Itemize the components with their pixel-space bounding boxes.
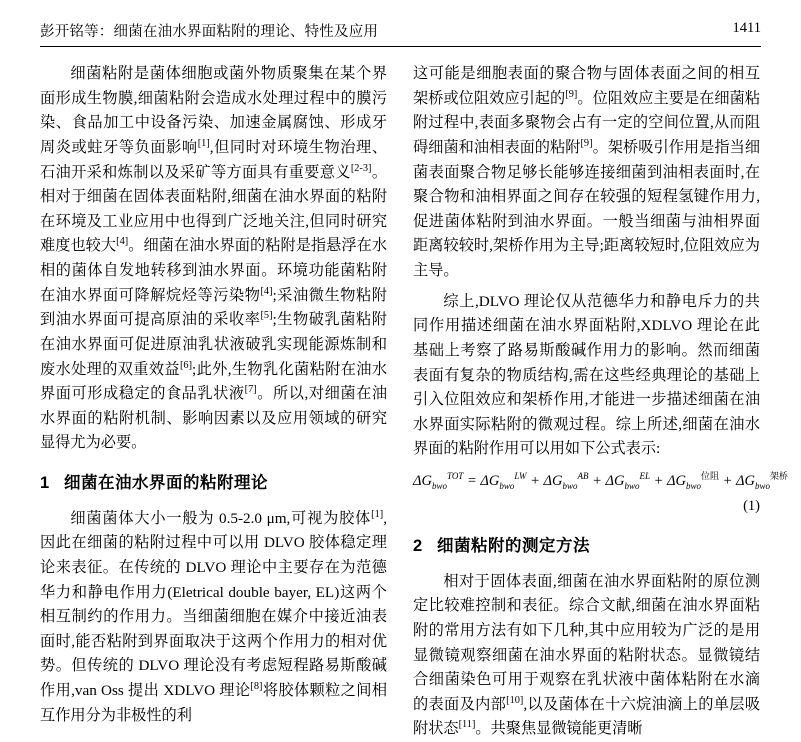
body-columns (40, 62, 788, 738)
right-paragraph-3: 相对于固体表面,细菌在油水界面粘附的原位测定比较难控制和表征。综合文献,细菌在油水界面粘附的常用方法有如下几种,其中应用较为广泛的是用显微镜观察细菌在油水界面的粘附状态。显微镜结合细菌染色可用于观察在乳状液中菌体粘附在水滴的表面及内部[10],以及菌体在十六烷油滴上的单层吸附状态[11]。共聚焦显微镜能更清晰 (413, 572, 761, 738)
running-head (40, 20, 761, 46)
right-paragraph-2: 综上,DLVO 理论仅从范德华力和静电斥力的共同作用描述细菌在油水界面粘附,XDLVO 理论在此基础上考察了路易斯酸碱作用力的影响。然而细菌表面有复杂的物质结构,需在这些经典理论的基础上引入位阻效应和架桥作用,才能进一步描述细菌在油水界面实际粘附的微观过程。综上所述,细菌在油水界面的粘附作用可以用如下公式表示: (413, 292, 760, 458)
right-column (413, 62, 788, 738)
page-number: 1411 (732, 20, 761, 36)
left-column (40, 62, 388, 724)
equation-1: $\Delta G_{bwo}^{TOT} = \Delta G_{bwo}^{LW} + \Delta G_{bwo}^{AB} + \Delta G_{bwo}^{EL} + \Delta G_{bwo}^{位阻} + \Delta G_{bwo}^{架桥}$ (413, 471, 788, 491)
equation-1-block (413, 470, 788, 519)
equation-1-number: (1) (743, 498, 760, 515)
left-paragraph-2: 细菌菌体大小一般为 0.5-2.0 μm,可视为胶体[1],因此在细菌的粘附过程中可以用 DLVO 胶体稳定理论来表征。在传统的 DLVO 理论中主要存在为范德华力和静电作用力(Eletrical double bayer, EL)这两个相互制约的作用力。当细菌细胞在媒介中接近油表面时,能否粘附到界面取决于这两个作用力的相对优势。但传统的 DLVO 理论没有考虑短程路易斯酸碱作用,van Oss 提出 XDLVO 理论[8]将胶体颗粒之间相互作用分为非极性的利 (40, 508, 388, 724)
right-paragraph-1: 这可能是细胞表面的聚合物与固体表面之间的相互架桥或位阻效应引起的[9]。位阻效应主要是在细菌粘附过程中,表面多聚物会占有一定的空间位置,从而阻碍细菌和油相表面的粘附[9]。架桥吸引作用是指当细菌表面聚合物足够长能够连接细菌到油相表面时,在聚合物和油相界面之间存在较强的短程氢键作用力,促进菌体粘附到油水界面。一般当细菌与油相界面距离较较时,架桥作用为主导;距离较短时,位阻效应为主导。 (413, 65, 761, 279)
header-rule (40, 46, 761, 47)
left-paragraph-1: 细菌粘附是菌体细胞或菌外物质聚集在某个界面形成生物膜,细菌粘附会造成水处理过程中的膜污染、食品加工中设备污染、加速金属腐蚀、形成牙周炎或蛀牙等负面影响[1],但同时对环境生物治理、石油开采和炼制以及采矿等方面具有重要意义[2-3]。相对于细菌在固体表面粘附,细菌在油水界面的粘附在环境及工业应用中也得到广泛地关注,但同时研究难度也较大[4]。细菌在油水界面的粘附是指悬浮在水相的菌体自发地转移到油水界面。环境功能菌粘附在油水界面可降解烷烃等污染物[4];采油微生物粘附到油水界面可提高原油的采收率[5];生物破乳菌粘附在油水界面可促进原油乳状液破乳实现能源炼制和废水处理的双重效益[6];此外,生物乳化菌粘附在油水界面可形成稳定的食品乳状液[7]。所以,对细菌在油水界面的粘附机制、影响因素以及应用领域的研究显得尤为必要。 (40, 65, 388, 452)
section-2-title: 细菌粘附的测定方法 (437, 536, 590, 555)
section-1-number: 1 (40, 474, 50, 492)
section-heading-2 (413, 533, 760, 560)
running-head-title: 彭开铭等：细菌在油水界面粘附的理论、特性及应用 (40, 24, 379, 40)
section-1-title: 细菌在油水界面的粘附理论 (64, 474, 268, 492)
section-heading-1 (40, 470, 387, 497)
section-2-number: 2 (413, 536, 423, 555)
